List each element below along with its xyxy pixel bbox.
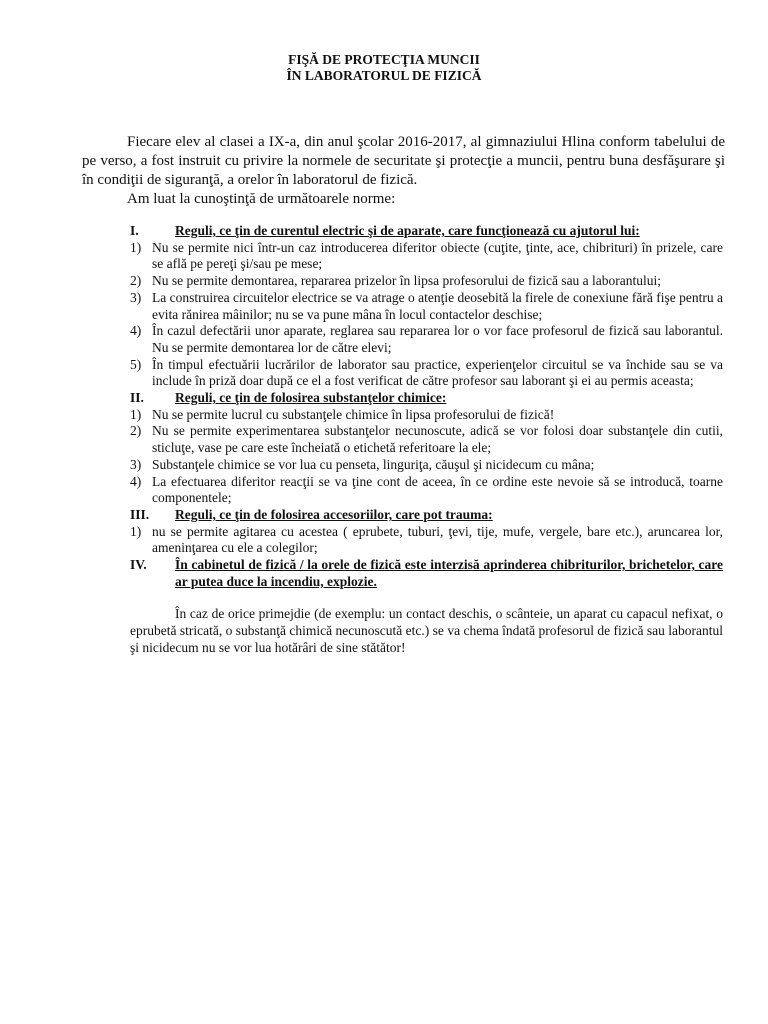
rule-number: 1)	[130, 406, 142, 422]
section-title: Reguli, ce ţin de curentul electric şi de aparate, care funcţionează cu ajutorul lui:	[175, 223, 640, 238]
section-heading	[130, 557, 723, 590]
rule-item	[130, 240, 723, 273]
rule-text: La efectuarea diferitor reacţii se va ţine cont de aceea, în ce ordine este nevoie să se introducă, toarne componentele;	[152, 473, 723, 506]
rule-number: 1)	[130, 523, 142, 539]
rule-number: 3)	[130, 456, 142, 472]
rule-item	[130, 290, 723, 323]
intro-line-norms: Am luat la cunoştinţă de următoarele norme:	[127, 191, 396, 207]
section-heading	[130, 507, 723, 524]
title-line-1: FIŞĂ DE PROTECŢIA MUNCII	[288, 52, 480, 67]
rule-number: 1)	[130, 239, 142, 255]
rule-number: 4)	[130, 323, 142, 339]
rule-text: Substanţele chimice se vor lua cu penseta, linguriţa, căuşul şi nicidecum cu mâna;	[152, 456, 595, 472]
rule-item	[130, 323, 723, 356]
section-numeral: II.	[130, 390, 144, 406]
rule-text: Nu se permite nici într-un caz introducerea diferitor obiecte (cuţite, ţinte, ace, chibrituri) în prizele, care se află pe pereţi şi/sau pe mese;	[152, 239, 723, 272]
rule-number: 4)	[130, 473, 142, 489]
section-rules-list	[130, 240, 723, 390]
section-title: Reguli, ce ţin de folosirea accesoriilor, care pot trauma:	[175, 506, 493, 522]
rule-item	[130, 524, 723, 557]
rules-sections	[130, 223, 723, 657]
rule-number: 3)	[130, 289, 142, 305]
rule-text: În cazul defectării unor aparate, reglarea sau repararea lor o vor face profesorul de fizică sau laborantul. Nu se permite demontarea lor de către elevi;	[152, 323, 723, 355]
rule-number: 2)	[130, 423, 142, 439]
rule-text: La construirea circuitelor electrice se va atrage o atenţie deosebită la firele de conexiune fără fişe pentru a evita rănirea mâinilor; nu se va pune mâna în locul contactelor deschise;	[152, 289, 723, 322]
section-numeral: III.	[130, 506, 150, 522]
intro-paragraph: Fiecare elev al clasei a IX-a, din anul şcolar 2016-2017, al gimnaziului Hlina conform tabelului de pe verso, a fost instruit cu privire la normele de securitate şi protecţie a muncii, pentru buna desfăşurare şi în condiţii de siguranţă, a orelor în laboratorul de fizică.	[82, 134, 725, 188]
document-title	[0, 52, 768, 84]
rule-item	[130, 357, 723, 390]
section-title: Reguli, ce ţin de folosirea substanţelor chimice:	[175, 390, 447, 406]
rule-item	[130, 407, 723, 424]
title-line-2: ÎN LABORATORUL DE FIZICĂ	[286, 68, 482, 83]
section-numeral: IV.	[130, 557, 147, 573]
rule-text: Nu se permite lucrul cu substanţele chimice în lipsa profesorului de fizică!	[152, 406, 555, 422]
section-heading	[130, 223, 723, 240]
rule-item	[130, 423, 723, 456]
section-rules-list	[130, 407, 723, 507]
section-heading	[130, 390, 723, 407]
section-title: În cabinetul de fizică / la orele de fizică este interzisă aprinderea chibriturilor, brichetelor, care ar putea duce la incendiu, explozie.	[175, 557, 723, 589]
rule-text: Nu se permite demontarea, repararea prizelor în lipsa profesorului de fizică sau a laborantului;	[152, 273, 662, 289]
closing-paragraph: În caz de orice primejdie (de exemplu: un contact deschis, o scânteie, un aparat cu capacul nefixat, o eprubetă stricată, o substanţă chimică necunoscută etc.) se va chema îndată profesorul de fizică sau laborantul şi nicidecum nu se vor lua hotărâri de sine stătător!	[130, 606, 723, 655]
rule-number: 5)	[130, 356, 142, 372]
rule-text: Nu se permite experimentarea substanţelor necunoscute, adică se vor folosi doar substanţele din cutii, sticluţe, vase pe care este încheiată o etichetă referitoare la ele;	[152, 423, 723, 456]
section-rules-list	[130, 524, 723, 557]
rule-item	[130, 474, 723, 507]
rule-item	[130, 273, 723, 290]
rule-text: nu se permite agitarea cu acestea ( eprubete, tuburi, ţevi, tije, mufe, vergele, bare etc.), aruncarea lor, ameninţarea cu ele a colegilor;	[152, 523, 723, 556]
rule-item	[130, 457, 723, 474]
intro-block	[82, 133, 725, 209]
rule-number: 2)	[130, 273, 142, 289]
rule-text: În timpul efectuării lucrărilor de laborator sau practice, experienţelor circuitul se va închide sau se va include în priză doar după ce el a fost verificat de către profesor sau laborant şi ei au permis aceasta;	[152, 356, 723, 389]
section-numeral: I.	[130, 223, 139, 238]
